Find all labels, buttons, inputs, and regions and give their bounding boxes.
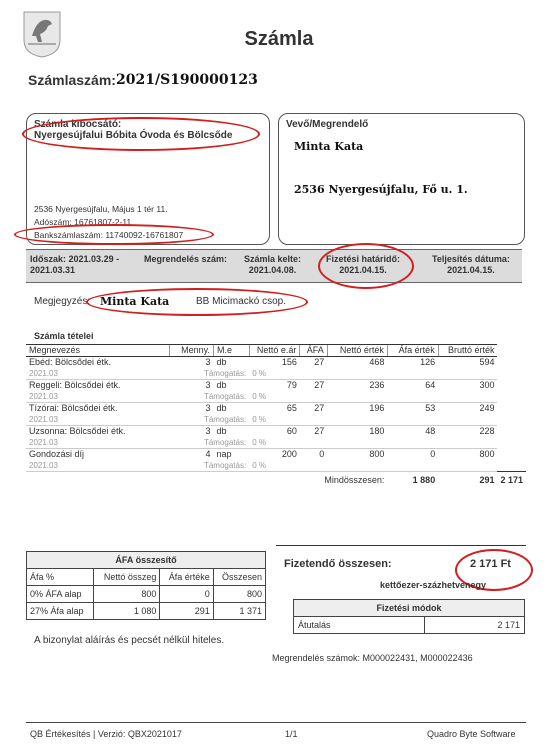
note-group: BB Micimackó csop.: [196, 296, 287, 307]
items-header-row: [26, 345, 526, 357]
vat-col-net: Nettó összeg: [94, 569, 160, 586]
col-qty: Menny.: [169, 345, 213, 357]
item-support: 0 %: [249, 391, 327, 403]
issuer-bank-account: Bankszámlaszám: 11740092-16761807: [34, 230, 184, 240]
table-row-subline: [26, 391, 526, 403]
vat-summary-table: [26, 551, 266, 620]
payment-amount: 2 171: [425, 617, 525, 634]
issue-date-label: Számla kelte:: [244, 254, 302, 264]
invoice-number: 2021/S190000123: [116, 72, 258, 88]
table-row: [26, 449, 526, 461]
fulfilment-date: 2021.04.15.: [447, 265, 495, 275]
footer-software-version: QB Értékesítés | Verzió: QBX2021017: [30, 729, 182, 739]
fulfilment-date-label: Teljesítés dátuma:: [432, 254, 510, 264]
item-gross: 249: [479, 403, 495, 413]
total-net: 1 880: [387, 472, 438, 489]
order-number-label: Megrendelés szám:: [144, 254, 228, 264]
item-unit: db: [216, 380, 227, 390]
payable-in-words: kettőezer-százhetvenegy: [380, 580, 487, 590]
vat-rate: 27% Áfa alap: [27, 603, 94, 620]
table-row-subline: [26, 414, 526, 426]
col-name: Megnevezés: [26, 345, 169, 357]
item-qty: 3: [205, 357, 211, 367]
item-qty: 3: [205, 380, 211, 390]
total-vat: 291: [438, 472, 497, 489]
vat-row: [27, 586, 266, 603]
note-name: Minta Kata: [100, 295, 170, 308]
table-row-subline: [26, 368, 526, 380]
footer-vendor: Quadro Byte Software: [427, 729, 516, 739]
due-date: 2021.04.15.: [339, 265, 387, 275]
item-gross: 800: [479, 449, 495, 459]
validity-note: A bizonylat aláírás és pecsét nélkül hiteles.: [34, 635, 225, 646]
col-vat: ÁFA: [300, 345, 327, 357]
period-value-end: 2021.03.31: [30, 265, 76, 275]
item-support: 0 %: [249, 414, 327, 426]
item-support: 0 %: [249, 437, 327, 449]
item-unit-price: 60: [286, 426, 297, 436]
item-vat-value: 48: [425, 426, 436, 436]
item-qty: 4: [205, 449, 211, 459]
vat-net: 1 080: [94, 603, 160, 620]
item-unit-price: 65: [286, 403, 297, 413]
item-net: 800: [369, 449, 385, 459]
due-date-highlight: [318, 243, 414, 289]
payment-title: Fizetési módok: [294, 600, 525, 617]
buyer-name: Minta Kata: [294, 140, 364, 153]
total-label: Mindösszesen:: [300, 472, 387, 489]
item-support: 0 %: [249, 460, 327, 472]
payable-amount: 2 171 Ft: [470, 558, 511, 570]
item-name: Ebéd: Bölcsődei étk.: [29, 357, 112, 367]
buyer-address: 2536 Nyergesújfalu, Fő u. 1.: [294, 183, 468, 196]
item-unit-price: 156: [281, 357, 297, 367]
item-unit: nap: [216, 449, 232, 459]
period-label: Időszak:: [30, 254, 67, 264]
footer-divider: [26, 722, 526, 723]
item-net: 196: [369, 403, 385, 413]
col-unit-price: Nettó e.ár: [249, 345, 300, 357]
invoice-items-table: [26, 344, 526, 488]
vat-col-total: Összesen: [213, 569, 265, 586]
item-name: Uzsonna: Bölcsődei étk.: [29, 426, 126, 436]
vat-vat: 291: [160, 603, 213, 620]
item-support: 0 %: [249, 368, 327, 380]
item-support-label: Támogatás:: [169, 414, 249, 426]
item-net: 236: [369, 380, 385, 390]
table-row-subline: [26, 437, 526, 449]
item-period: 2021.03: [26, 414, 169, 426]
item-subline-spacer: [327, 460, 497, 472]
bank-account-highlight: [14, 224, 214, 245]
item-unit: db: [216, 357, 227, 367]
item-unit-price: 79: [286, 380, 297, 390]
item-qty: 3: [205, 426, 211, 436]
vat-vat: 0: [160, 586, 213, 603]
col-gross: Bruttó érték: [438, 345, 497, 357]
due-date-label: Fizetési határidő:: [326, 254, 401, 264]
item-vat: 27: [314, 426, 325, 436]
period-value: 2021.03.29 -: [68, 254, 120, 264]
footer-page-number: 1/1: [285, 729, 298, 739]
note-highlight: [86, 288, 308, 316]
item-subline-spacer: [327, 414, 497, 426]
item-vat: 27: [314, 380, 325, 390]
item-qty: 3: [205, 403, 211, 413]
table-row: [26, 426, 526, 438]
vat-rate: 0% ÁFA alap: [27, 586, 94, 603]
col-vat-value: Áfa érték: [387, 345, 438, 357]
item-gross: 228: [479, 426, 495, 436]
item-gross: 594: [479, 357, 495, 367]
vat-col-rate: Áfa %: [27, 569, 94, 586]
payment-method: Átutalás: [294, 617, 425, 634]
item-support-label: Támogatás:: [169, 368, 249, 380]
table-row: [26, 380, 526, 392]
item-period: 2021.03: [26, 460, 169, 472]
vat-total: 1 371: [213, 603, 265, 620]
item-net: 468: [369, 357, 385, 367]
vat-summary-title: ÁFA összesítő: [27, 552, 266, 569]
item-vat: 27: [314, 403, 325, 413]
invoice-info-bar: [26, 249, 522, 283]
table-row: [26, 357, 526, 369]
issuer-tax-number: Adószám: 16761807-2-11: [34, 217, 132, 227]
invoice-number-label: Számlaszám:: [28, 72, 116, 88]
table-row: [26, 403, 526, 415]
item-unit: db: [216, 426, 227, 436]
item-name: Gondozási díj: [29, 449, 85, 459]
item-period: 2021.03: [26, 368, 169, 380]
order-numbers: Megrendelés számok: M000022431, M000022436: [272, 653, 473, 663]
item-vat-value: 126: [420, 357, 436, 367]
item-name: Reggeli: Bölcsődei étk.: [29, 380, 121, 390]
payable-label: Fizetendő összesen:: [284, 558, 392, 570]
item-subline-spacer: [327, 437, 497, 449]
item-subline-spacer: [327, 391, 497, 403]
item-vat-value: 0: [430, 449, 436, 459]
col-unit: M.e: [213, 345, 249, 357]
item-unit: db: [216, 403, 227, 413]
page-title: Számla: [244, 28, 314, 50]
payable-divider: [276, 545, 526, 546]
buyer-box: [278, 113, 525, 245]
item-period: 2021.03: [26, 391, 169, 403]
payment-methods-table: [293, 599, 525, 634]
buyer-label: Vevő/Megrendelő: [286, 119, 369, 130]
vat-total: 800: [213, 586, 265, 603]
item-support-label: Támogatás:: [169, 391, 249, 403]
col-net: Nettó érték: [327, 345, 387, 357]
issuer-name-highlight: [22, 117, 260, 151]
note-label: Megjegyzés:: [34, 296, 91, 307]
vat-row: [27, 603, 266, 620]
vat-col-vat: Áfa értéke: [160, 569, 213, 586]
item-subline-spacer: [327, 368, 497, 380]
vat-net: 800: [94, 586, 160, 603]
total-gross: 2 171: [497, 472, 526, 489]
item-support-label: Támogatás:: [169, 437, 249, 449]
item-vat-value: 64: [425, 380, 436, 390]
issue-date: 2021.04.08.: [248, 265, 297, 275]
items-section-title: Számla tételei: [34, 331, 94, 341]
issuer-address: 2536 Nyergesújfalu, Május 1 tér 11.: [34, 204, 168, 214]
item-vat: 0: [319, 449, 325, 459]
item-vat: 27: [314, 357, 325, 367]
item-period: 2021.03: [26, 437, 169, 449]
table-row-subline: [26, 460, 526, 472]
items-total-row: [26, 472, 526, 489]
item-name: Tízórai: Bölcsődei étk.: [29, 403, 118, 413]
issuer-label: Számla kibocsátó:: [34, 119, 122, 130]
item-unit-price: 200: [281, 449, 297, 459]
item-gross: 300: [479, 380, 495, 390]
item-support-label: Támogatás:: [169, 460, 249, 472]
issuer-name: Nyergesújfalui Bóbita Óvoda és Bölcsőde: [34, 130, 233, 141]
item-net: 180: [369, 426, 385, 436]
item-vat-value: 53: [425, 403, 436, 413]
